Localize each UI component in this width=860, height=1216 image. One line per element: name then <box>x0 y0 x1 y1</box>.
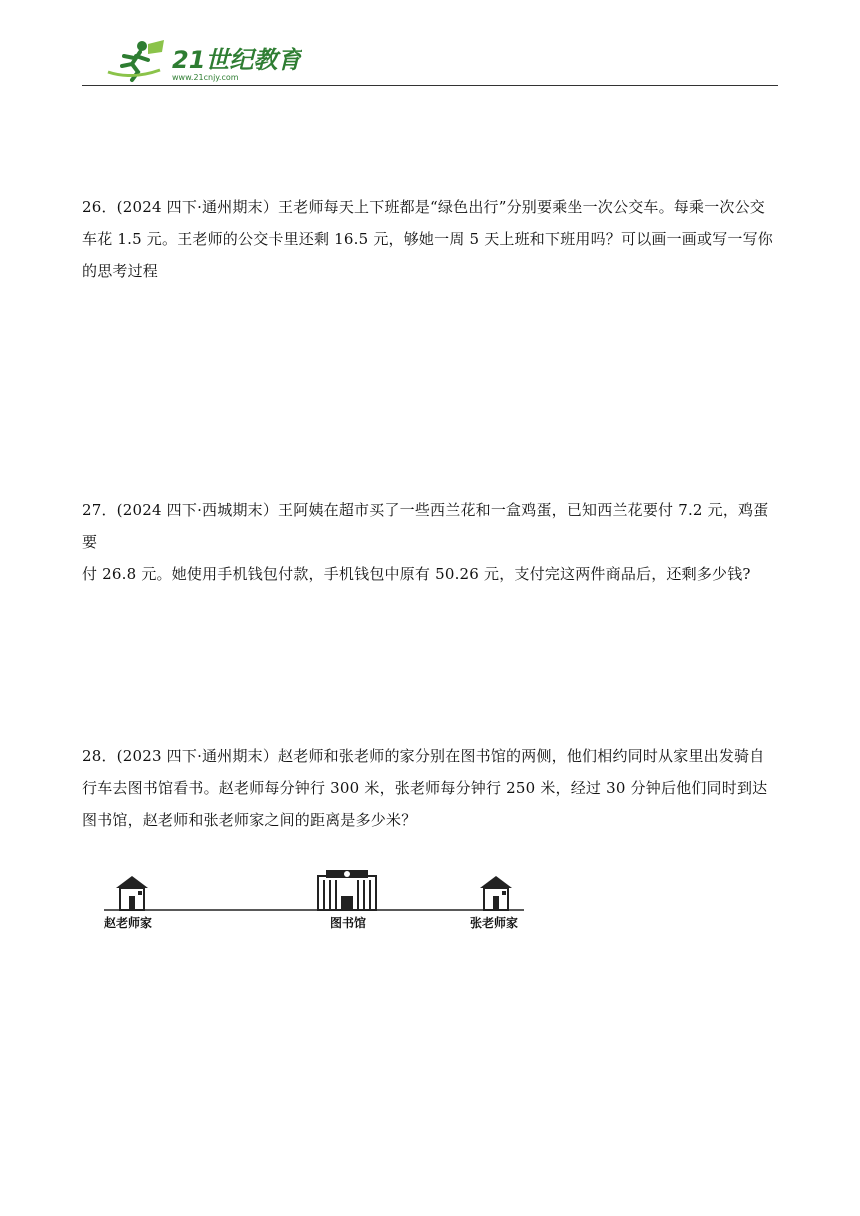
question-line: 28．(2023 四下·通州期末）赵老师和张老师的家分别在图书馆的两侧，他们相约同时从家里出发骑自 <box>82 747 765 765</box>
question-26 <box>82 191 782 287</box>
question-line: 的思考过程 <box>82 262 159 280</box>
distance-diagram <box>100 868 530 938</box>
house-icon <box>480 876 512 910</box>
question-line: 车花 1.5 元。王老师的公交卡里还剩 16.5 元，够她一周 5 天上班和下班用吗？可以画一画或写一写你 <box>82 230 774 248</box>
question-28 <box>82 740 782 836</box>
header-divider <box>82 85 778 86</box>
question-line: 图书馆，赵老师和张老师家之间的距离是多少米？ <box>82 811 417 829</box>
house-icon <box>116 876 148 910</box>
library-icon <box>318 870 376 910</box>
label-library: 图书馆 <box>330 916 367 930</box>
logo <box>102 38 302 84</box>
question-27 <box>82 494 782 590</box>
label-zhao-home: 赵老师家 <box>104 916 153 930</box>
runner-icon <box>108 40 164 80</box>
diagram-graphic <box>100 868 530 916</box>
logo-url: www.21cnjy.com <box>172 73 239 82</box>
question-line: 行车去图书馆看书。赵老师每分钟行 300 米，张老师每分钟行 250 米，经过 30 分钟后他们同时到达 <box>82 779 768 797</box>
logo-text: 21世纪教育 <box>172 46 302 74</box>
question-line: 27．(2024 四下·西城期末）王阿姨在超市买了一些西兰花和一盒鸡蛋，已知西兰花要付 7.2 元，鸡蛋要 <box>82 501 769 551</box>
label-zhang-home: 张老师家 <box>470 916 519 930</box>
question-line: 26．(2024 四下·通州期末）王老师每天上下班都是“绿色出行”分别要乘坐一次公交车。每乘一次公交 <box>82 198 765 216</box>
page-header <box>82 38 778 86</box>
question-line: 付 26.8 元。她使用手机钱包付款，手机钱包中原有 50.26 元，支付完这两件商品后，还剩多少钱? <box>82 565 751 583</box>
